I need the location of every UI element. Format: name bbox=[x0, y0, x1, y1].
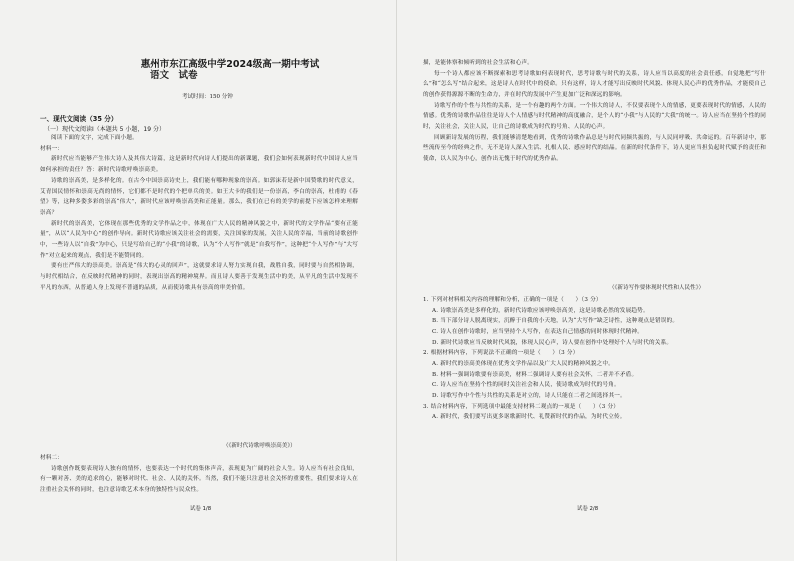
question-1-option: A. 诗歌崇高美是多样化的，新时代诗歌应该呼唤崇高美，这是诗歌必然的发展趋势。 bbox=[432, 307, 649, 314]
questions bbox=[423, 295, 766, 423]
material2-source: （《新诗写作要体现时代性和人民性》） bbox=[609, 285, 705, 291]
material1-paragraph: 新时代应当能够产生伟大诗人及其伟大诗篇，这是新时代向诗人们提出的新课题，我们会如何表现新时代中国诗人应当如何承担的责任？答：新时代诗歌呼唤崇高美。 bbox=[40, 156, 358, 174]
page-footer: 试卷 1/8 bbox=[190, 506, 212, 512]
question-1-option: C. 诗人在创作诗歌时，应当坚持个人写作，在表达自己情感的同时体现时代精神。 bbox=[432, 328, 644, 335]
material1-paragraph: 要有庄严伟大的崇高美。崇高是“伟大的心灵的回声”，这就要求诗人努力实现自我，战胜自我，同时要与自然相协调，与时代相结合，在反映时代精神的同时，表现出崇高的精神境界。而且诗人要善于发现生活中的美，从平凡的生活中发现不平凡的东西，从普通人身上发现不普通的品质，从而使诗歌具有崇高的审美价值。 bbox=[40, 263, 358, 291]
material2-text bbox=[40, 453, 358, 496]
exam-time: 考试时间：150 分钟 bbox=[182, 94, 233, 100]
exam-page-2 bbox=[397, 0, 794, 561]
material2-label: 材料二： bbox=[40, 455, 64, 461]
material1-source: （《新时代诗歌呼唤崇高美》） bbox=[223, 443, 296, 449]
question-3-option: A. 新时代，我们要写出更多讴歌新时代、礼赞新时代的作品，为时代立传。 bbox=[432, 414, 626, 421]
question-1-option: B. 当下部分诗人脱离现实，沉醉于自我的小天地，认为“大写作”缺乏诗性，这种观点是错误的。 bbox=[432, 318, 679, 325]
exam-title: 惠州市东江高级中学2024级高一期中考试 bbox=[140, 59, 320, 70]
question-1-option: D. 新时代诗歌应当反映时代风貌，体现人民心声，诗人要在创作中处理好个人与时代的关系。 bbox=[432, 339, 673, 346]
right-body-text bbox=[423, 58, 766, 165]
question-1-stem: 1. 下列对材料相关内容的理解和分析，正确的一项是（ ）（3 分） bbox=[423, 297, 602, 303]
page-footer: 试卷 2/8 bbox=[577, 506, 599, 512]
exam-subtitle: 语文 试卷 bbox=[150, 70, 198, 81]
question-3-stem: 3. 结合材料内容，下列选项中最能支持材料二观点的一项是（ ）（3 分） bbox=[423, 403, 620, 410]
subsection1-heading: （一）现代文阅读Ⅰ（本题共 5 小题，19 分） bbox=[44, 126, 165, 133]
question-2-stem: 2. 根据材料内容，下列说法不正确的一项是（ ）（3 分） bbox=[423, 350, 579, 357]
body-paragraph: 诗歌写作的个性与共性的关系，是一个有趣的两个方面。一个伟大的诗人，不仅要表现个人的情感，更要表现时代的情感，人民的情感。优秀的诗歌作品往往是诗人个人情感与时代精神的高度融合，是个人的“小我”与人民的“大我”的统一。诗人应当在坚持个性的同时，关注社会，关注人民，让自己的诗歌成为时代的号角、人民的心声。 bbox=[423, 102, 766, 130]
question-2-option: D. 诗歌写作中个性与共性的关系是对立的，诗人只能在二者之间选择其一。 bbox=[432, 392, 626, 399]
body-paragraph: 回顾新诗发展的历程，我们能够清楚地看到，优秀的诗歌作品总是与时代同频共振的，与人民同呼吸、共命运的。百年新诗中，那些流传至今的经典之作，无不是诗人深入生活、扎根人民、感应时代的结晶。在新的时代条件下，诗人更应当担负起时代赋予的责任和使命，以人民为中心，创作出无愧于时代的优秀作品。 bbox=[423, 134, 766, 162]
question-2-option: A. 新时代的崇高美体现在优秀文学作品以及广大人民的精神风貌之中。 bbox=[432, 360, 615, 367]
question-2-option: B. 材料一强调诗歌要有崇高美，材料二强调诗人要有社会关怀，二者并不矛盾。 bbox=[432, 371, 638, 378]
section1-heading: 一、现代文阅读（35 分） bbox=[40, 115, 118, 123]
instruction: 阅读下面的文字，完成下面小题。 bbox=[51, 135, 138, 141]
material1-paragraph: 新时代的崇高美，它体现在那些优秀的文学作品之中，体现在广大人民的精神风貌之中，新时代的文学作品“要有正能量”，从以“人民为中心”的创作导向。新时代诗歌应该关注社会的需要，关注国家的发展，关注人民的幸福，当前的诗歌创作中，一些诗人以“自我”为中心，只是写给自己的“小我”的诗歌，认为“个人写作”就是“自我写作”，这种把“个人写作”与“大写作”对立起来的观点，我们是不能赞同的。 bbox=[40, 220, 358, 259]
body-paragraph: 描，是能体察和倾听到的社会生活和心声。 bbox=[423, 60, 534, 66]
body-paragraph: 每一个诗人都应该不断探索和思考诗歌如何表现时代，思考诗歌与时代的关系，诗人应当以高度的社会责任感，自觉地把“写什么”和“怎么写”结合起来，这是诗人在时代中的使命。只有这样，诗人才能写出反映时代风貌、体现人民心声的优秀作品，才能使自己的创作获得源源不断的生命力，并在时代的发展中产生更加广泛和深远的影响。 bbox=[423, 70, 766, 98]
left-body-text bbox=[40, 133, 358, 294]
material1-paragraph: 诗歌的崇高美，是多样化的。在古今中国崇高诗史上，我们能有哪种现象的崇高。如郭沫若是新中国赞歌的时代意义，艾青国民情怀和崇高无尚的情怀，它们都不是时代的个把单兵的美。如王大卡的我们是一份崇高，李白的崇高，杜甫的《春望》等，这种多姿多彩的崇高“伟大”，新时代应该呼唤崇高美和正能量。那么，我们在已有的美学的前提下应该怎样来理解崇高？ bbox=[40, 177, 358, 216]
material1-label: 材料一： bbox=[40, 145, 64, 152]
question-2-option: C. 诗人应当在坚持个性的同时关注社会和人民，使诗歌成为时代的号角。 bbox=[432, 382, 620, 389]
material2-paragraph: 诗歌创作既要表现诗人独有的情怀，也要表达一个时代的集体声音，表现更为广阔的社会人生。诗人应当有社会良知，有一颗对善、美的追求的心，能够对时代、社会、人民的关怀。当然，我们不能只注意社会关怀的重要性，我们要求诗人在注重社会关怀的同时，也注意诗歌艺术本身的独特性与民众性。 bbox=[40, 465, 358, 494]
